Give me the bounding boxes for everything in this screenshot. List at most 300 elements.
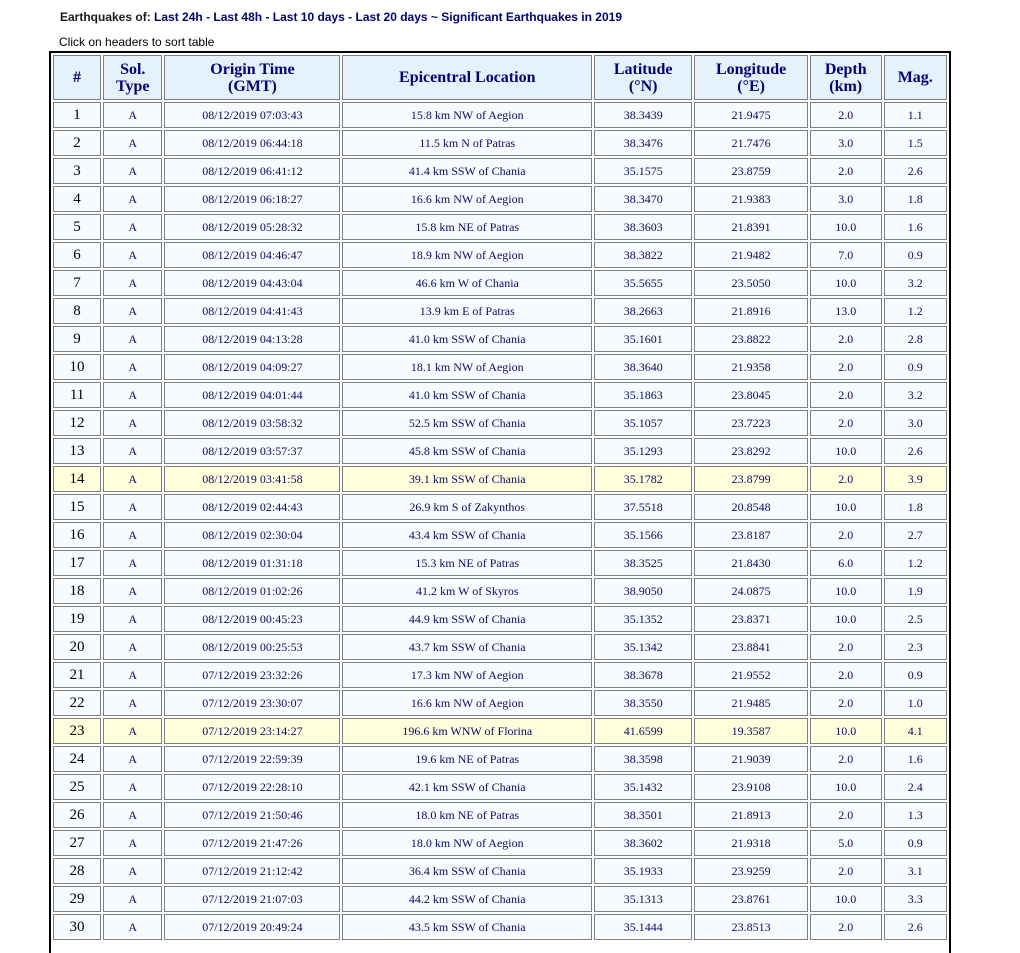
cell-epicentral-location: 18.0 km NW of Aegion xyxy=(342,830,592,856)
cell-solution-type: A xyxy=(103,410,162,436)
cell-epicentral-location: 43.4 km SSW of Chania xyxy=(342,522,592,548)
header-longitude[interactable] xyxy=(694,55,808,100)
cell-depth: 2.0 xyxy=(810,914,882,940)
cell-epicentral-location: 19.6 km NE of Patras xyxy=(342,746,592,772)
cell-latitude: 35.1057 xyxy=(594,410,692,436)
cell-number: 27 xyxy=(53,830,101,856)
cell-depth: 2.0 xyxy=(810,158,882,184)
cell-latitude: 35.1342 xyxy=(594,634,692,660)
cell-magnitude: 2.8 xyxy=(884,326,947,352)
cell-longitude: 23.8292 xyxy=(694,438,808,464)
cell-number: 7 xyxy=(53,270,101,296)
header-number-label: # xyxy=(73,69,82,86)
cell-depth: 2.0 xyxy=(810,326,882,352)
cell-magnitude: 0.9 xyxy=(884,830,947,856)
cell-epicentral-location: 13.9 km E of Patras xyxy=(342,298,592,324)
cell-number: 20 xyxy=(53,634,101,660)
cell-longitude: 20.8548 xyxy=(694,494,808,520)
cell-solution-type: A xyxy=(103,746,162,772)
cell-depth: 2.0 xyxy=(810,662,882,688)
cell-epicentral-location: 42.1 km SSW of Chania xyxy=(342,774,592,800)
cell-solution-type: A xyxy=(103,186,162,212)
cell-solution-type: A xyxy=(103,466,162,492)
cell-origin-time: 07/12/2019 21:47:26 xyxy=(164,830,340,856)
cell-longitude: 23.7223 xyxy=(694,410,808,436)
cell-latitude: 38.2663 xyxy=(594,298,692,324)
cell-epicentral-location: 15.8 km NW of Aegion xyxy=(342,102,592,128)
link-last-20-days[interactable]: Last 20 days xyxy=(355,10,428,24)
cell-epicentral-location: 36.4 km SSW of Chania xyxy=(342,858,592,884)
table-row xyxy=(53,326,947,352)
cell-number: 19 xyxy=(53,606,101,632)
link-last-48h[interactable]: Last 48h xyxy=(213,10,263,24)
cell-number: 5 xyxy=(53,214,101,240)
cell-depth: 10.0 xyxy=(810,494,882,520)
cell-longitude: 21.8430 xyxy=(694,550,808,576)
cell-depth: 10.0 xyxy=(810,774,882,800)
cell-longitude: 23.8799 xyxy=(694,466,808,492)
cell-depth: 10.0 xyxy=(810,438,882,464)
cell-origin-time: 07/12/2019 21:07:03 xyxy=(164,886,340,912)
cell-number: 23 xyxy=(53,718,101,744)
cell-solution-type: A xyxy=(103,858,162,884)
cell-origin-time: 08/12/2019 00:45:23 xyxy=(164,606,340,632)
table-row xyxy=(53,466,947,492)
earthquake-table-body xyxy=(53,102,947,940)
header-solution-type-line1: Sol. xyxy=(120,60,146,78)
nav-label: Earthquakes of: xyxy=(60,10,151,24)
nav-separator: - xyxy=(265,10,270,24)
cell-latitude: 38.3678 xyxy=(594,662,692,688)
cell-epicentral-location: 44.9 km SSW of Chania xyxy=(342,606,592,632)
cell-solution-type: A xyxy=(103,830,162,856)
cell-magnitude: 2.6 xyxy=(884,158,947,184)
header-latitude-line1: Latitude xyxy=(613,60,673,78)
cell-origin-time: 07/12/2019 23:30:07 xyxy=(164,690,340,716)
cell-solution-type: A xyxy=(103,326,162,352)
link-last-10-days[interactable]: Last 10 days xyxy=(272,10,345,24)
cell-number: 25 xyxy=(53,774,101,800)
cell-depth: 10.0 xyxy=(810,886,882,912)
cell-number: 16 xyxy=(53,522,101,548)
header-solution-type[interactable] xyxy=(103,55,162,100)
cell-magnitude: 2.6 xyxy=(884,914,947,940)
cell-depth: 2.0 xyxy=(810,802,882,828)
cell-number: 1 xyxy=(53,102,101,128)
cell-latitude: 35.1566 xyxy=(594,522,692,548)
table-row xyxy=(53,494,947,520)
cell-epicentral-location: 41.0 km SSW of Chania xyxy=(342,382,592,408)
cell-epicentral-location: 41.2 km W of Skyros xyxy=(342,578,592,604)
cell-number: 14 xyxy=(53,466,101,492)
link-significant-earthquakes[interactable]: Significant Earthquakes in 2019 xyxy=(441,10,622,24)
cell-epicentral-location: 18.0 km NE of Patras xyxy=(342,802,592,828)
cell-epicentral-location: 41.0 km SSW of Chania xyxy=(342,326,592,352)
cell-latitude: 35.1863 xyxy=(594,382,692,408)
table-row xyxy=(53,718,947,744)
cell-magnitude: 2.5 xyxy=(884,606,947,632)
cell-origin-time: 07/12/2019 23:14:27 xyxy=(164,718,340,744)
cell-longitude: 24.0875 xyxy=(694,578,808,604)
cell-latitude: 38.9050 xyxy=(594,578,692,604)
table-row xyxy=(53,830,947,856)
table-row xyxy=(53,186,947,212)
cell-longitude: 21.9358 xyxy=(694,354,808,380)
cell-latitude: 38.3470 xyxy=(594,186,692,212)
header-origin-time-line1: Origin Time xyxy=(210,60,295,78)
cell-longitude: 19.3587 xyxy=(694,718,808,744)
cell-depth: 2.0 xyxy=(810,858,882,884)
cell-longitude: 23.5050 xyxy=(694,270,808,296)
cell-magnitude: 4.1 xyxy=(884,718,947,744)
cell-longitude: 21.8916 xyxy=(694,298,808,324)
cell-latitude: 35.5655 xyxy=(594,270,692,296)
cell-origin-time: 08/12/2019 06:18:27 xyxy=(164,186,340,212)
cell-epicentral-location: 16.6 km NW of Aegion xyxy=(342,690,592,716)
cell-solution-type: A xyxy=(103,662,162,688)
cell-epicentral-location: 46.6 km W of Chania xyxy=(342,270,592,296)
table-row xyxy=(53,270,947,296)
table-row xyxy=(53,214,947,240)
cell-latitude: 35.1313 xyxy=(594,886,692,912)
cell-longitude: 21.9475 xyxy=(694,102,808,128)
cell-latitude: 37.5518 xyxy=(594,494,692,520)
cell-number: 9 xyxy=(53,326,101,352)
cell-solution-type: A xyxy=(103,382,162,408)
cell-magnitude: 3.1 xyxy=(884,858,947,884)
cell-solution-type: A xyxy=(103,438,162,464)
cell-number: 3 xyxy=(53,158,101,184)
cell-epicentral-location: 11.5 km N of Patras xyxy=(342,130,592,156)
cell-epicentral-location: 44.2 km SSW of Chania xyxy=(342,886,592,912)
cell-latitude: 38.3501 xyxy=(594,802,692,828)
cell-number: 8 xyxy=(53,298,101,324)
nav-separator: - xyxy=(206,10,211,24)
cell-origin-time: 08/12/2019 04:01:44 xyxy=(164,382,340,408)
header-longitude-line1: Longitude xyxy=(715,60,787,78)
table-row xyxy=(53,774,947,800)
cell-magnitude: 0.9 xyxy=(884,354,947,380)
cell-solution-type: A xyxy=(103,158,162,184)
cell-latitude: 35.1432 xyxy=(594,774,692,800)
cell-origin-time: 07/12/2019 22:59:39 xyxy=(164,746,340,772)
cell-solution-type: A xyxy=(103,690,162,716)
cell-origin-time: 08/12/2019 04:41:43 xyxy=(164,298,340,324)
cell-solution-type: A xyxy=(103,914,162,940)
table-row xyxy=(53,522,947,548)
table-row xyxy=(53,242,947,268)
header-epicentral-location[interactable] xyxy=(342,55,592,100)
cell-magnitude: 1.1 xyxy=(884,102,947,128)
table-row xyxy=(53,690,947,716)
table-row xyxy=(53,634,947,660)
table-row xyxy=(53,410,947,436)
cell-solution-type: A xyxy=(103,298,162,324)
cell-epicentral-location: 45.8 km SSW of Chania xyxy=(342,438,592,464)
header-solution-type-line2: Type xyxy=(116,77,150,95)
cell-depth: 2.0 xyxy=(810,690,882,716)
cell-origin-time: 08/12/2019 03:41:58 xyxy=(164,466,340,492)
cell-origin-time: 08/12/2019 04:43:04 xyxy=(164,270,340,296)
cell-depth: 2.0 xyxy=(810,746,882,772)
cell-depth: 10.0 xyxy=(810,718,882,744)
header-origin-time[interactable] xyxy=(164,55,340,100)
cell-epicentral-location: 15.8 km NE of Patras xyxy=(342,214,592,240)
cell-epicentral-location: 43.7 km SSW of Chania xyxy=(342,634,592,660)
cell-latitude: 41.6599 xyxy=(594,718,692,744)
cell-solution-type: A xyxy=(103,214,162,240)
cell-origin-time: 08/12/2019 04:46:47 xyxy=(164,242,340,268)
cell-magnitude: 1.2 xyxy=(884,550,947,576)
table-row xyxy=(53,382,947,408)
cell-magnitude: 2.6 xyxy=(884,438,947,464)
table-row xyxy=(53,158,947,184)
cell-longitude: 21.9552 xyxy=(694,662,808,688)
cell-origin-time: 08/12/2019 04:13:28 xyxy=(164,326,340,352)
cell-solution-type: A xyxy=(103,270,162,296)
cell-solution-type: A xyxy=(103,550,162,576)
header-depth-line1: Depth xyxy=(824,60,867,78)
table-row xyxy=(53,354,947,380)
table-header-row xyxy=(53,55,947,100)
cell-solution-type: A xyxy=(103,130,162,156)
cell-origin-time: 08/12/2019 04:09:27 xyxy=(164,354,340,380)
table-row xyxy=(53,130,947,156)
table-row xyxy=(53,746,947,772)
cell-number: 17 xyxy=(53,550,101,576)
cell-solution-type: A xyxy=(103,606,162,632)
header-epicentral-location-label: Epicentral Location xyxy=(399,69,536,86)
cell-depth: 10.0 xyxy=(810,270,882,296)
cell-number: 6 xyxy=(53,242,101,268)
cell-longitude: 21.9039 xyxy=(694,746,808,772)
cell-number: 22 xyxy=(53,690,101,716)
cell-epicentral-location: 41.4 km SSW of Chania xyxy=(342,158,592,184)
cell-epicentral-location: 26.9 km S of Zakynthos xyxy=(342,494,592,520)
cell-depth: 3.0 xyxy=(810,186,882,212)
cell-magnitude: 1.2 xyxy=(884,298,947,324)
cell-magnitude: 0.9 xyxy=(884,242,947,268)
cell-origin-time: 07/12/2019 22:28:10 xyxy=(164,774,340,800)
cell-epicentral-location: 43.5 km SSW of Chania xyxy=(342,914,592,940)
table-row xyxy=(53,886,947,912)
header-number[interactable] xyxy=(53,55,101,100)
cell-latitude: 38.3550 xyxy=(594,690,692,716)
cell-solution-type: A xyxy=(103,634,162,660)
cell-magnitude: 1.8 xyxy=(884,186,947,212)
cell-number: 18 xyxy=(53,578,101,604)
cell-longitude: 21.9318 xyxy=(694,830,808,856)
cell-depth: 2.0 xyxy=(810,382,882,408)
cell-depth: 7.0 xyxy=(810,242,882,268)
cell-depth: 3.0 xyxy=(810,130,882,156)
nav-separator: - xyxy=(348,10,353,24)
cell-epicentral-location: 17.3 km NW of Aegion xyxy=(342,662,592,688)
cell-magnitude: 1.0 xyxy=(884,690,947,716)
cell-longitude: 23.8513 xyxy=(694,914,808,940)
cell-magnitude: 1.6 xyxy=(884,746,947,772)
cell-magnitude: 3.3 xyxy=(884,886,947,912)
cell-origin-time: 08/12/2019 02:44:43 xyxy=(164,494,340,520)
cell-origin-time: 08/12/2019 03:58:32 xyxy=(164,410,340,436)
cell-number: 24 xyxy=(53,746,101,772)
cell-latitude: 35.1352 xyxy=(594,606,692,632)
earthquake-table-frame xyxy=(49,51,951,953)
cell-longitude: 23.8759 xyxy=(694,158,808,184)
cell-depth: 6.0 xyxy=(810,550,882,576)
cell-latitude: 38.3602 xyxy=(594,830,692,856)
cell-latitude: 35.1444 xyxy=(594,914,692,940)
cell-number: 4 xyxy=(53,186,101,212)
cell-epicentral-location: 16.6 km NW of Aegion xyxy=(342,186,592,212)
table-row xyxy=(53,550,947,576)
cell-solution-type: A xyxy=(103,522,162,548)
cell-longitude: 23.8822 xyxy=(694,326,808,352)
cell-magnitude: 3.2 xyxy=(884,382,947,408)
table-row xyxy=(53,662,947,688)
cell-longitude: 23.8761 xyxy=(694,886,808,912)
cell-magnitude: 1.9 xyxy=(884,578,947,604)
cell-longitude: 23.8045 xyxy=(694,382,808,408)
cell-solution-type: A xyxy=(103,774,162,800)
cell-origin-time: 07/12/2019 21:50:46 xyxy=(164,802,340,828)
header-longitude-line2: (°E) xyxy=(737,77,765,95)
cell-origin-time: 08/12/2019 06:44:18 xyxy=(164,130,340,156)
cell-longitude: 21.9482 xyxy=(694,242,808,268)
cell-number: 26 xyxy=(53,802,101,828)
cell-longitude: 23.8371 xyxy=(694,606,808,632)
cell-origin-time: 08/12/2019 03:57:37 xyxy=(164,438,340,464)
cell-number: 12 xyxy=(53,410,101,436)
cell-latitude: 38.3822 xyxy=(594,242,692,268)
cell-number: 2 xyxy=(53,130,101,156)
header-depth-line2: (km) xyxy=(829,77,863,95)
header-latitude-line2: (°N) xyxy=(628,77,658,95)
cell-latitude: 38.3525 xyxy=(594,550,692,576)
cell-latitude: 35.1933 xyxy=(594,858,692,884)
cell-number: 21 xyxy=(53,662,101,688)
cell-longitude: 21.8391 xyxy=(694,214,808,240)
cell-solution-type: A xyxy=(103,802,162,828)
cell-number: 29 xyxy=(53,886,101,912)
cell-origin-time: 07/12/2019 21:12:42 xyxy=(164,858,340,884)
cell-epicentral-location: 52.5 km SSW of Chania xyxy=(342,410,592,436)
cell-origin-time: 08/12/2019 05:28:32 xyxy=(164,214,340,240)
cell-epicentral-location: 196.6 km WNW of Florina xyxy=(342,718,592,744)
cell-depth: 10.0 xyxy=(810,214,882,240)
cell-solution-type: A xyxy=(103,494,162,520)
cell-number: 11 xyxy=(53,382,101,408)
cell-latitude: 38.3603 xyxy=(594,214,692,240)
cell-origin-time: 08/12/2019 07:03:43 xyxy=(164,102,340,128)
table-row xyxy=(53,802,947,828)
cell-magnitude: 3.9 xyxy=(884,466,947,492)
cell-solution-type: A xyxy=(103,242,162,268)
cell-number: 10 xyxy=(53,354,101,380)
cell-number: 15 xyxy=(53,494,101,520)
cell-depth: 5.0 xyxy=(810,830,882,856)
cell-number: 30 xyxy=(53,914,101,940)
cell-magnitude: 2.3 xyxy=(884,634,947,660)
cell-epicentral-location: 15.3 km NE of Patras xyxy=(342,550,592,576)
earthquake-period-nav xyxy=(60,10,622,24)
table-row xyxy=(53,298,947,324)
cell-magnitude: 2.4 xyxy=(884,774,947,800)
cell-latitude: 38.3476 xyxy=(594,130,692,156)
cell-latitude: 35.1782 xyxy=(594,466,692,492)
cell-magnitude: 1.6 xyxy=(884,214,947,240)
header-origin-time-line2: (GMT) xyxy=(227,77,277,95)
cell-solution-type: A xyxy=(103,886,162,912)
cell-latitude: 35.1575 xyxy=(594,158,692,184)
cell-number: 13 xyxy=(53,438,101,464)
cell-depth: 2.0 xyxy=(810,634,882,660)
header-latitude[interactable] xyxy=(594,55,692,100)
nav-tilde: ~ xyxy=(430,10,438,24)
table-row xyxy=(53,606,947,632)
link-last-24h[interactable]: Last 24h xyxy=(154,10,203,24)
cell-solution-type: A xyxy=(103,102,162,128)
cell-origin-time: 07/12/2019 23:32:26 xyxy=(164,662,340,688)
header-magnitude-label: Mag. xyxy=(897,69,933,86)
cell-latitude: 35.1293 xyxy=(594,438,692,464)
cell-solution-type: A xyxy=(103,578,162,604)
cell-longitude: 23.8841 xyxy=(694,634,808,660)
cell-depth: 2.0 xyxy=(810,354,882,380)
cell-solution-type: A xyxy=(103,718,162,744)
cell-magnitude: 0.9 xyxy=(884,662,947,688)
cell-number: 28 xyxy=(53,858,101,884)
cell-magnitude: 1.5 xyxy=(884,130,947,156)
cell-magnitude: 1.8 xyxy=(884,494,947,520)
cell-origin-time: 08/12/2019 02:30:04 xyxy=(164,522,340,548)
cell-magnitude: 3.2 xyxy=(884,270,947,296)
cell-solution-type: A xyxy=(103,354,162,380)
sort-hint: Click on headers to sort table xyxy=(59,35,215,49)
table-row xyxy=(53,438,947,464)
table-row xyxy=(53,914,947,940)
cell-depth: 2.0 xyxy=(810,522,882,548)
cell-origin-time: 08/12/2019 01:02:26 xyxy=(164,578,340,604)
cell-depth: 2.0 xyxy=(810,102,882,128)
cell-magnitude: 2.7 xyxy=(884,522,947,548)
cell-longitude: 21.9383 xyxy=(694,186,808,212)
cell-latitude: 35.1601 xyxy=(594,326,692,352)
cell-depth: 13.0 xyxy=(810,298,882,324)
cell-depth: 10.0 xyxy=(810,578,882,604)
cell-depth: 10.0 xyxy=(810,606,882,632)
cell-longitude: 21.8913 xyxy=(694,802,808,828)
cell-magnitude: 3.0 xyxy=(884,410,947,436)
cell-epicentral-location: 18.1 km NW of Aegion xyxy=(342,354,592,380)
cell-longitude: 23.9108 xyxy=(694,774,808,800)
table-row xyxy=(53,578,947,604)
header-magnitude[interactable] xyxy=(884,55,947,100)
header-depth[interactable] xyxy=(810,55,882,100)
cell-origin-time: 08/12/2019 06:41:12 xyxy=(164,158,340,184)
cell-latitude: 38.3439 xyxy=(594,102,692,128)
table-row xyxy=(53,858,947,884)
cell-longitude: 21.9485 xyxy=(694,690,808,716)
cell-depth: 2.0 xyxy=(810,410,882,436)
cell-epicentral-location: 18.9 km NW of Aegion xyxy=(342,242,592,268)
cell-origin-time: 08/12/2019 01:31:18 xyxy=(164,550,340,576)
cell-longitude: 23.8187 xyxy=(694,522,808,548)
cell-depth: 2.0 xyxy=(810,466,882,492)
earthquake-table xyxy=(51,53,949,942)
cell-epicentral-location: 39.1 km SSW of Chania xyxy=(342,466,592,492)
table-row xyxy=(53,102,947,128)
